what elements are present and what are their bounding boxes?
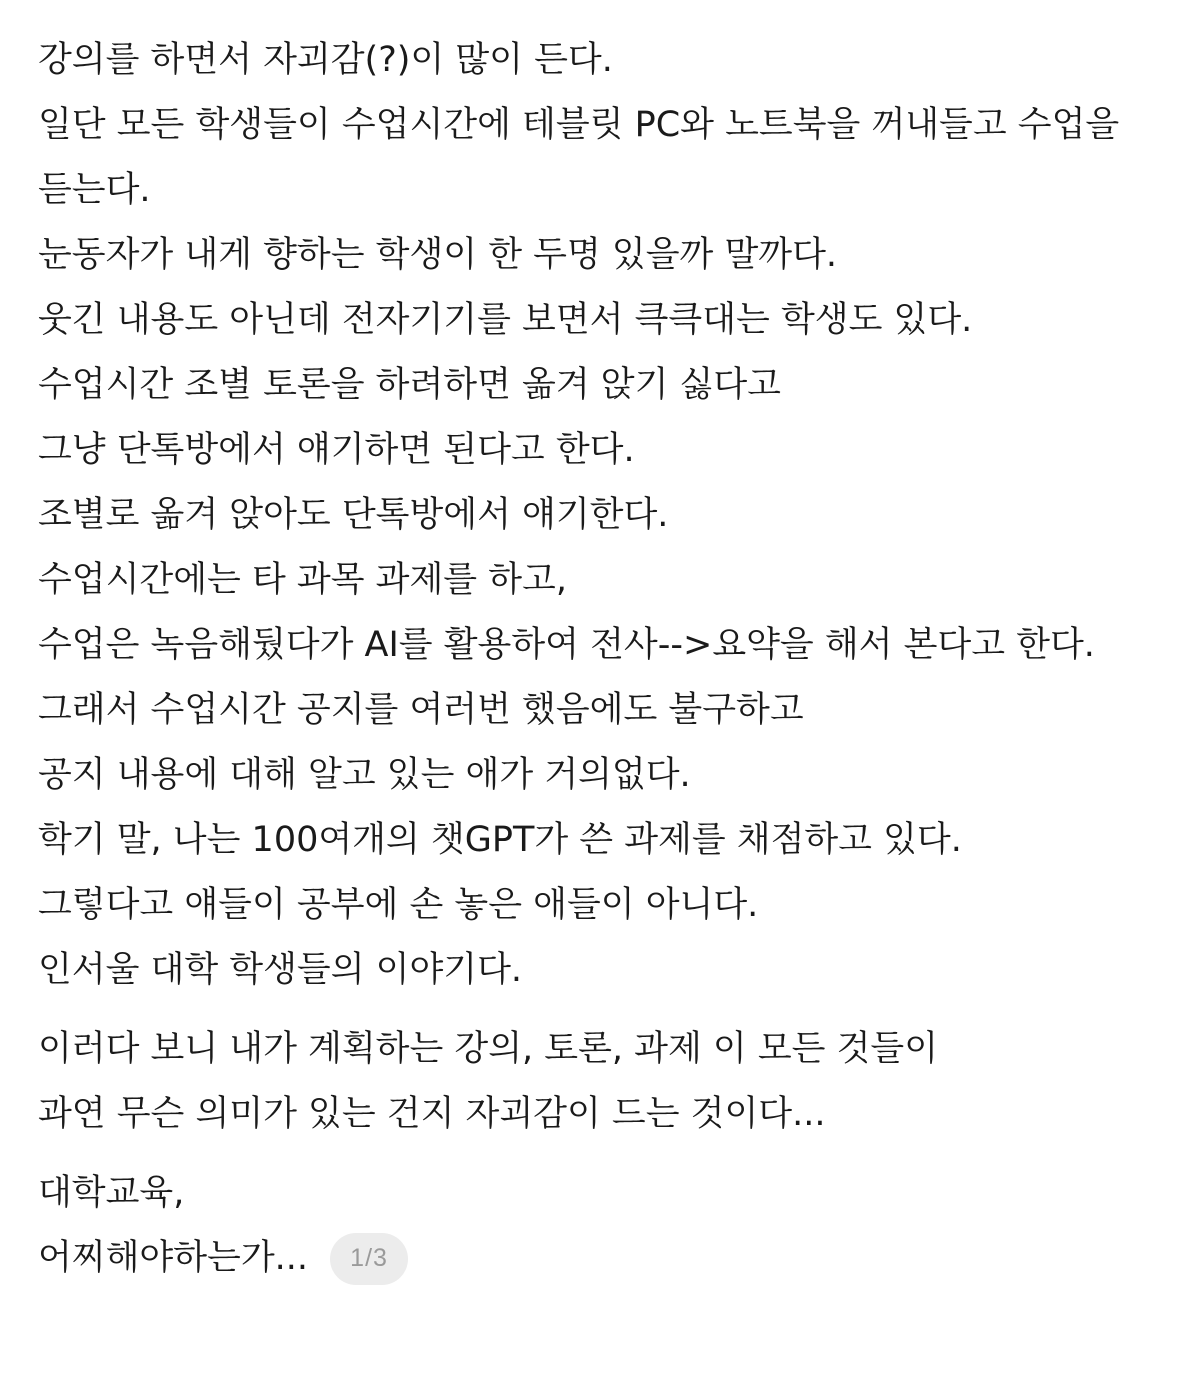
post-text-line: 대학교육, <box>38 1173 185 1213</box>
post-text-line: 그렇다고 얘들이 공부에 손 놓은 애들이 아니다. <box>38 885 759 925</box>
page-indicator-badge[interactable]: 1/3 <box>330 1233 408 1285</box>
post-text-line: 수업시간 조별 토론을 하려하면 옮겨 앉기 싫다고 <box>38 365 781 405</box>
post-text-line: 강의를 하면서 자괴감(?)이 많이 든다. <box>38 40 613 80</box>
post-text-line: 과연 무슨 의미가 있는 건지 자괴감이 드는 것이다... <box>38 1094 826 1134</box>
post-text-line: 조별로 옮겨 앉아도 단톡방에서 얘기한다. <box>38 495 669 535</box>
post-text-line: 그래서 수업시간 공지를 여러번 했음에도 불구하고 <box>38 690 804 730</box>
post-text-line: 공지 내용에 대해 알고 있는 애가 거의없다. <box>38 755 691 795</box>
post-text-line: 학기 말, 나는 100여개의 챗GPT가 쓴 과제를 채점하고 있다. <box>38 820 962 860</box>
paragraph-gap <box>38 1147 1155 1161</box>
post-text-line: 웃긴 내용도 아닌데 전자기기를 보면서 큭큭대는 학생도 있다. <box>38 300 973 340</box>
paragraph-gap <box>38 1003 1155 1017</box>
post-body <box>38 28 1155 1291</box>
post-text-line: 어찌해야하는가... <box>38 1238 309 1278</box>
post-text-line: 눈동자가 내게 향하는 학생이 한 두명 있을까 말까다. <box>38 235 838 275</box>
post-text-line: 그냥 단톡방에서 얘기하면 된다고 한다. <box>38 430 635 470</box>
post-text-line: 인서울 대학 학생들의 이야기다. <box>38 950 523 990</box>
post-text-line: 이러다 보니 내가 계획하는 강의, 토론, 과제 이 모든 것들이 <box>38 1029 939 1069</box>
post-last-line <box>38 1226 1155 1291</box>
post-text-line: 일단 모든 학생들이 수업시간에 테블릿 PC와 노트북을 꺼내들고 수업을 듣는다. <box>38 105 1120 210</box>
post-text-line: 수업은 녹음해뒀다가 AI를 활용하여 전사-->요약을 해서 본다고 한다. <box>38 625 1095 665</box>
post-text-line: 수업시간에는 타 과목 과제를 하고, <box>38 560 567 600</box>
